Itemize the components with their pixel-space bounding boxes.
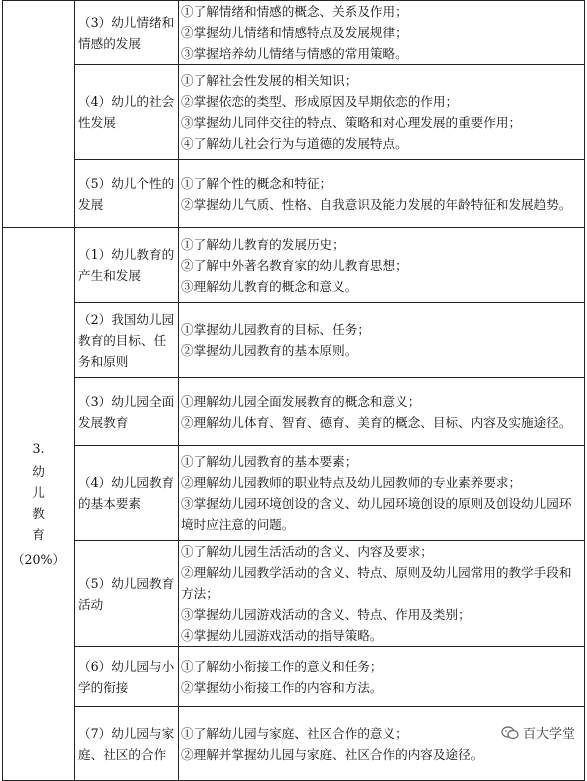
topic-cell: （6）幼儿园与小学的衔接 [75, 647, 179, 707]
content-line: ②掌握幼小衔接工作的内容和方法。 [181, 679, 383, 695]
content-line: ①了解幼儿园教育的基本要素； [181, 454, 358, 469]
table-row [3, 160, 585, 228]
table-row [3, 303, 585, 378]
topic-cell: （7）幼儿园与家庭、社区的合作 [75, 707, 179, 781]
content-cell [179, 378, 585, 446]
table-row [3, 378, 585, 446]
content-line: ③掌握幼儿同伴交往的特点、策略和对心理发展的重要作用； [181, 115, 522, 130]
category-name: 幼儿教育 [32, 464, 45, 542]
content-line: ④了解幼儿社会行为与道德的发展特点。 [181, 136, 408, 151]
topic-cell: （4）幼儿园教育的基本要素 [75, 446, 179, 541]
content-cell [179, 647, 585, 707]
content-line: ①了解幼儿园与家庭、社区合作的意义； [181, 725, 408, 741]
topic-cell: （2）我国幼儿园教育的目标、任务和原则 [75, 303, 179, 378]
content-cell [179, 1, 585, 65]
content-cell [179, 228, 585, 303]
wechat-icon [501, 726, 519, 740]
content-cell [179, 160, 585, 228]
content-line: ①了解幼小衔接工作的意义和任务； [181, 658, 383, 674]
content-line: ③掌握幼儿园环境创设的含义、幼儿园环境创设的原则及创设幼儿园环境时应注意的问题。 [181, 496, 572, 532]
content-line: ①了解个性的概念和特征； [181, 175, 333, 191]
content-line: ②掌握幼儿情绪和情感特点及发展规律； [181, 25, 408, 40]
content-line: ②掌握幼儿园教育的基本原则。 [181, 343, 358, 358]
content-cell [179, 303, 585, 378]
content-line: ②理解幼儿园教学活动的含义、特点、原则及幼儿园常用的教学手段和方法； [181, 565, 572, 601]
table-row [3, 446, 585, 541]
topic-cell: （3）幼儿情绪和情感的发展 [75, 1, 179, 65]
content-cell [179, 446, 585, 541]
table-row [3, 65, 585, 160]
content-line: ③理解幼儿教育的概念和意义。 [181, 278, 358, 294]
content-line: ②理解幼儿体育、智育、德育、美育的概念、目标、内容及实施途径。 [181, 414, 572, 430]
content-line: ①理解幼儿园全面发展教育的概念和意义； [181, 393, 421, 409]
table-row [3, 707, 585, 781]
table-row [3, 1, 585, 65]
table-row [3, 228, 585, 303]
topic-cell: （4）幼儿的社会性发展 [75, 65, 179, 160]
content-line: ③掌握培养幼儿情绪与情感的常用策略。 [181, 46, 408, 61]
content-line: ①了解情绪和情感的概念、关系及作用； [181, 4, 408, 19]
syllabus-table [2, 0, 585, 781]
category-percent: （20%） [11, 552, 66, 567]
content-line: ②掌握幼儿气质、性格、自我意识及能力发展的年龄特征和发展趋势。 [181, 196, 572, 212]
category-cell [3, 228, 75, 781]
content-line: ③掌握幼儿园游戏活动的含义、特点、作用及类别； [181, 607, 471, 622]
content-line: ①了解幼儿教育的发展历史； [181, 236, 345, 252]
topic-cell: （3）幼儿园全面发展教育 [75, 378, 179, 446]
content-line: ②了解中外著名教育家的幼儿教育思想； [181, 257, 408, 273]
content-line: ②掌握依恋的类型、形成原因及早期依恋的作用； [181, 94, 459, 109]
content-cell [179, 65, 585, 160]
content-line: ①掌握幼儿园教育的目标、任务； [181, 322, 370, 337]
content-line: ①了解社会性发展的相关知识； [181, 73, 358, 88]
topic-cell: （5）幼儿园教育活动 [75, 541, 179, 647]
category-number: 3. [32, 441, 45, 456]
table-row [3, 541, 585, 647]
content-cell [179, 541, 585, 647]
topic-cell: （1）幼儿教育的产生和发展 [75, 228, 179, 303]
category-cell-empty [3, 1, 75, 228]
content-line: ④掌握幼儿园游戏活动的指导策略。 [181, 628, 383, 643]
content-line: ②理解并掌握幼儿园与家庭、社区合作的内容及途径。 [181, 746, 484, 762]
watermark-text: 百大学堂 [522, 727, 575, 742]
table-row [3, 647, 585, 707]
watermark [497, 721, 579, 744]
content-line: ①了解幼儿园生活活动的含义、内容及要求； [181, 544, 433, 559]
content-line: ②理解幼儿园教师的职业特点及幼儿园教师的专业素养要求； [181, 475, 522, 490]
topic-cell: （5）幼儿个性的发展 [75, 160, 179, 228]
